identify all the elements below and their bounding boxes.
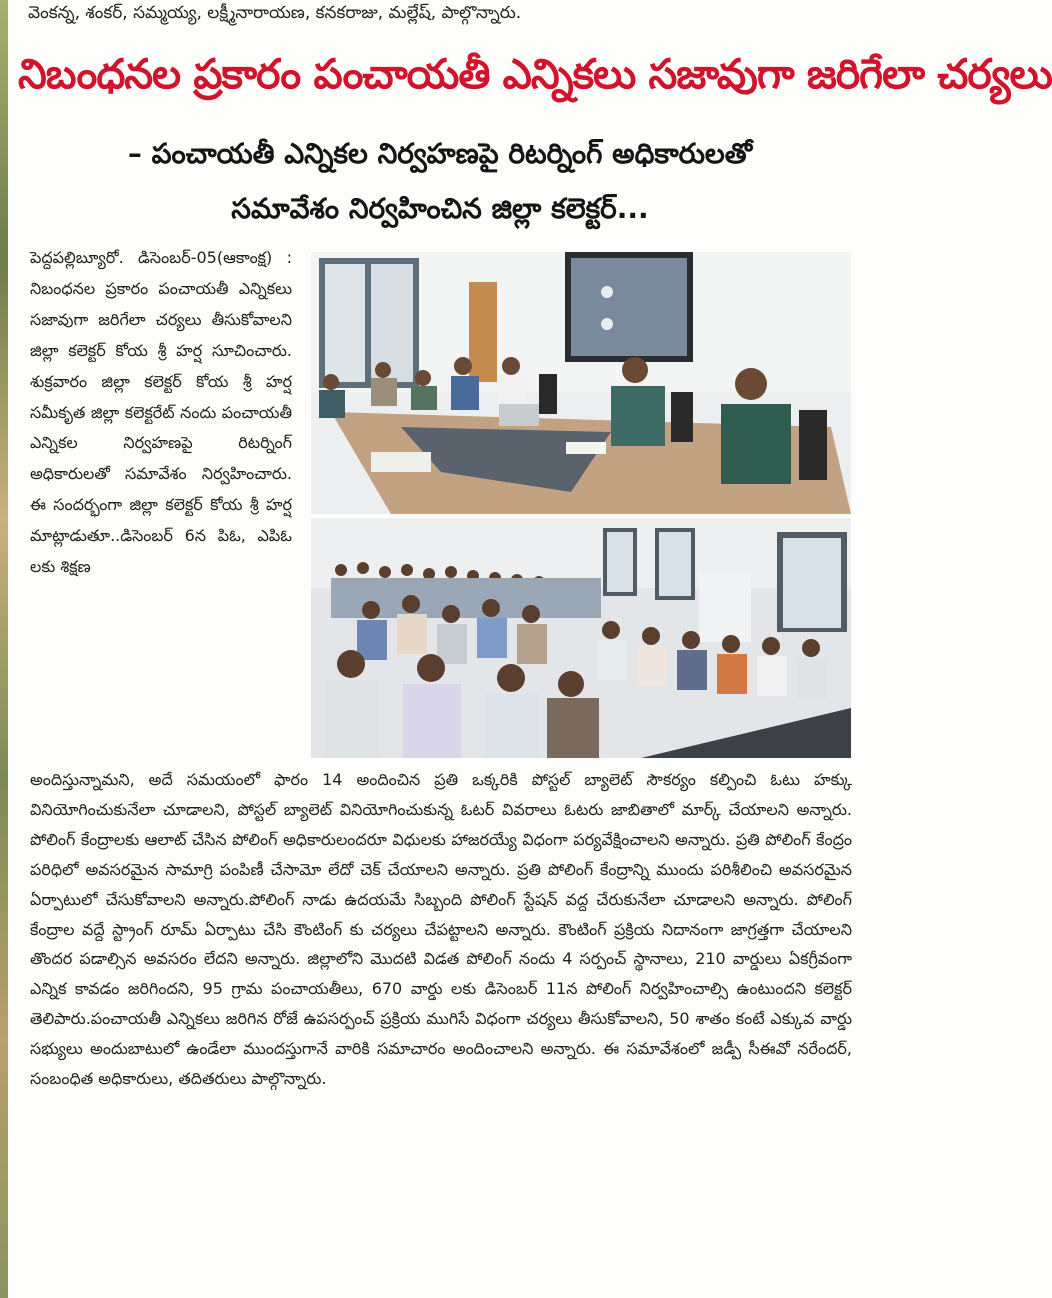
- article-body-text: అందిస్తున్నామని, అదే సమయంలో ఫారం 14 అందించిన ప్రతి ఒక్కరికి పోస్టల్ బ్యాలెట్ సౌకర్యం కల్పించి ఓటు హక్కు వినియోగించుకునేలా చూడాలని, పోస్టల్ బ్యాలెట్ వినియోగించుకున్న ఓటర్ వివరాలు ఓటరు జాబితాలో మార్క్ చేయాలని అన్నారు. పోలింగ్ కేంద్రాలకు ఆలాట్ చేసిన పోలింగ్ అధికారులందరూ విధులకు హాజరయ్యే విధంగా పర్యవేక్షించాలని అన్నారు. ప్రతి పోలింగ్ కేంద్రం పరిధిలో అవసరమైన సామాగ్రి పంపిణీ చేసామో లేదో చెక్ చేయాలని అన్నారు. ప్రతి పోలింగ్ కేంద్రాన్ని ముందు పరిశీలించి అవసరమైన ఏర్పాటులో చేసుకోవాలని అన్నారు.పోలింగ్ నాడు ఉదయమే సిబ్బంది పోలింగ్ స్టేషన్ వద్ద చేరుకునేలా చూడాలని అన్నారు. పోలింగ్ కేంద్రాల వద్దే స్ట్రాంగ్ రూమ్ ఏర్పాటు చేసి కౌంటింగ్ కు చర్యలు చేపట్టాలని అన్నారు. కౌంటింగ్ ప్రక్రియ నిదానంగా జాగ్రత్తగా చేయాలని తొందర పడాల్సిన అవసరం లేదని అన్నారు. జిల్లాలోని మొదటి విడత పోలింగ్ నందు 4 సర్పంచ్ స్థానాలు, 210 వార్డులు ఏకగ్రీవంగా ఎన్నిక కావడం జరిగిందని, 95 గ్రామ పంచాయతీలు, 670 వార్డు లకు డిసెంబర్ 11న పోలింగ్ నిర్వహించాల్సి ఉంటుందని కలెక్టర్ తెలిపారు.పంచాయతీ ఎన్నికలు జరిగిన రోజే ఉపసర్పంచ్ ప్రక్రియ ముగిసే విధంగా చర్యలు తీసుకోవాలని, 50 శాతం కంటే ఎక్కువ వార్డు సభ్యులు అందుబాటులో ఉండేలా ముందస్తుగానే వారికి సమాచారం అందించాలని అన్నారు. ఈ సమావేశంలో జడ్పీ సీఈవో నరేందర్, సంబంధిత అధికారులు, తదితరులు పాల్గొన్నారు.: [30, 770, 852, 1089]
- meeting-photo-top: [311, 252, 851, 514]
- subheadline-line-1: – పంచాయతీ ఎన్నికల నిర్వహణపై రిటర్నింగ్ అధికారులతో: [127, 137, 753, 170]
- meeting-room-illustration: [311, 252, 851, 514]
- subheadline-line-2: సమావేశం నిర్వహించిన జిల్లా కలెక్టర్...: [231, 192, 649, 225]
- adjacent-column-edge: [0, 0, 8, 1298]
- audience-illustration: [311, 518, 851, 758]
- meeting-photo-bottom: [311, 518, 851, 758]
- previous-article-participants-line: వెంకన్న, శంకర్, సమ్మయ్య, లక్ష్మీనారాయణ, కనకరాజు, మల్లేష్, పాల్గొన్నారు.: [28, 3, 522, 23]
- article-headline: నిబంధనల ప్రకారం పంచాయతీ ఎన్నికలు సజావుగా జరిగేలా చర్యలు: [18, 50, 1052, 98]
- article-column-text: పెద్దపల్లిబ్యూరో. డిసెంబర్-05(ఆకాంక్ష) : నిబంధనల ప్రకారం పంచాయతీ ఎన్నికలు సజావుగా జరిగేలా చర్యలు తీసుకోవాలని జిల్లా కలెక్టర్ కోయ శ్రీ హర్ష సూచించారు. శుక్రవారం జిల్లా కలెక్టర్ కోయ శ్రీ హర్ష సమీకృత జిల్లా కలెక్టరేట్ నందు పంచాయతీ ఎన్నికల నిర్వహణపై రిటర్నింగ్ అధికారులతో సమావేశం నిర్వహించారు. ఈ సందర్భంగా జిల్లా కలెక్టర్ కోయ శ్రీ హర్ష మాట్లాడుతూ..డిసెంబర్ 6న పిఓ, ఎపిఓ లకు శిక్షణ: [30, 248, 292, 577]
